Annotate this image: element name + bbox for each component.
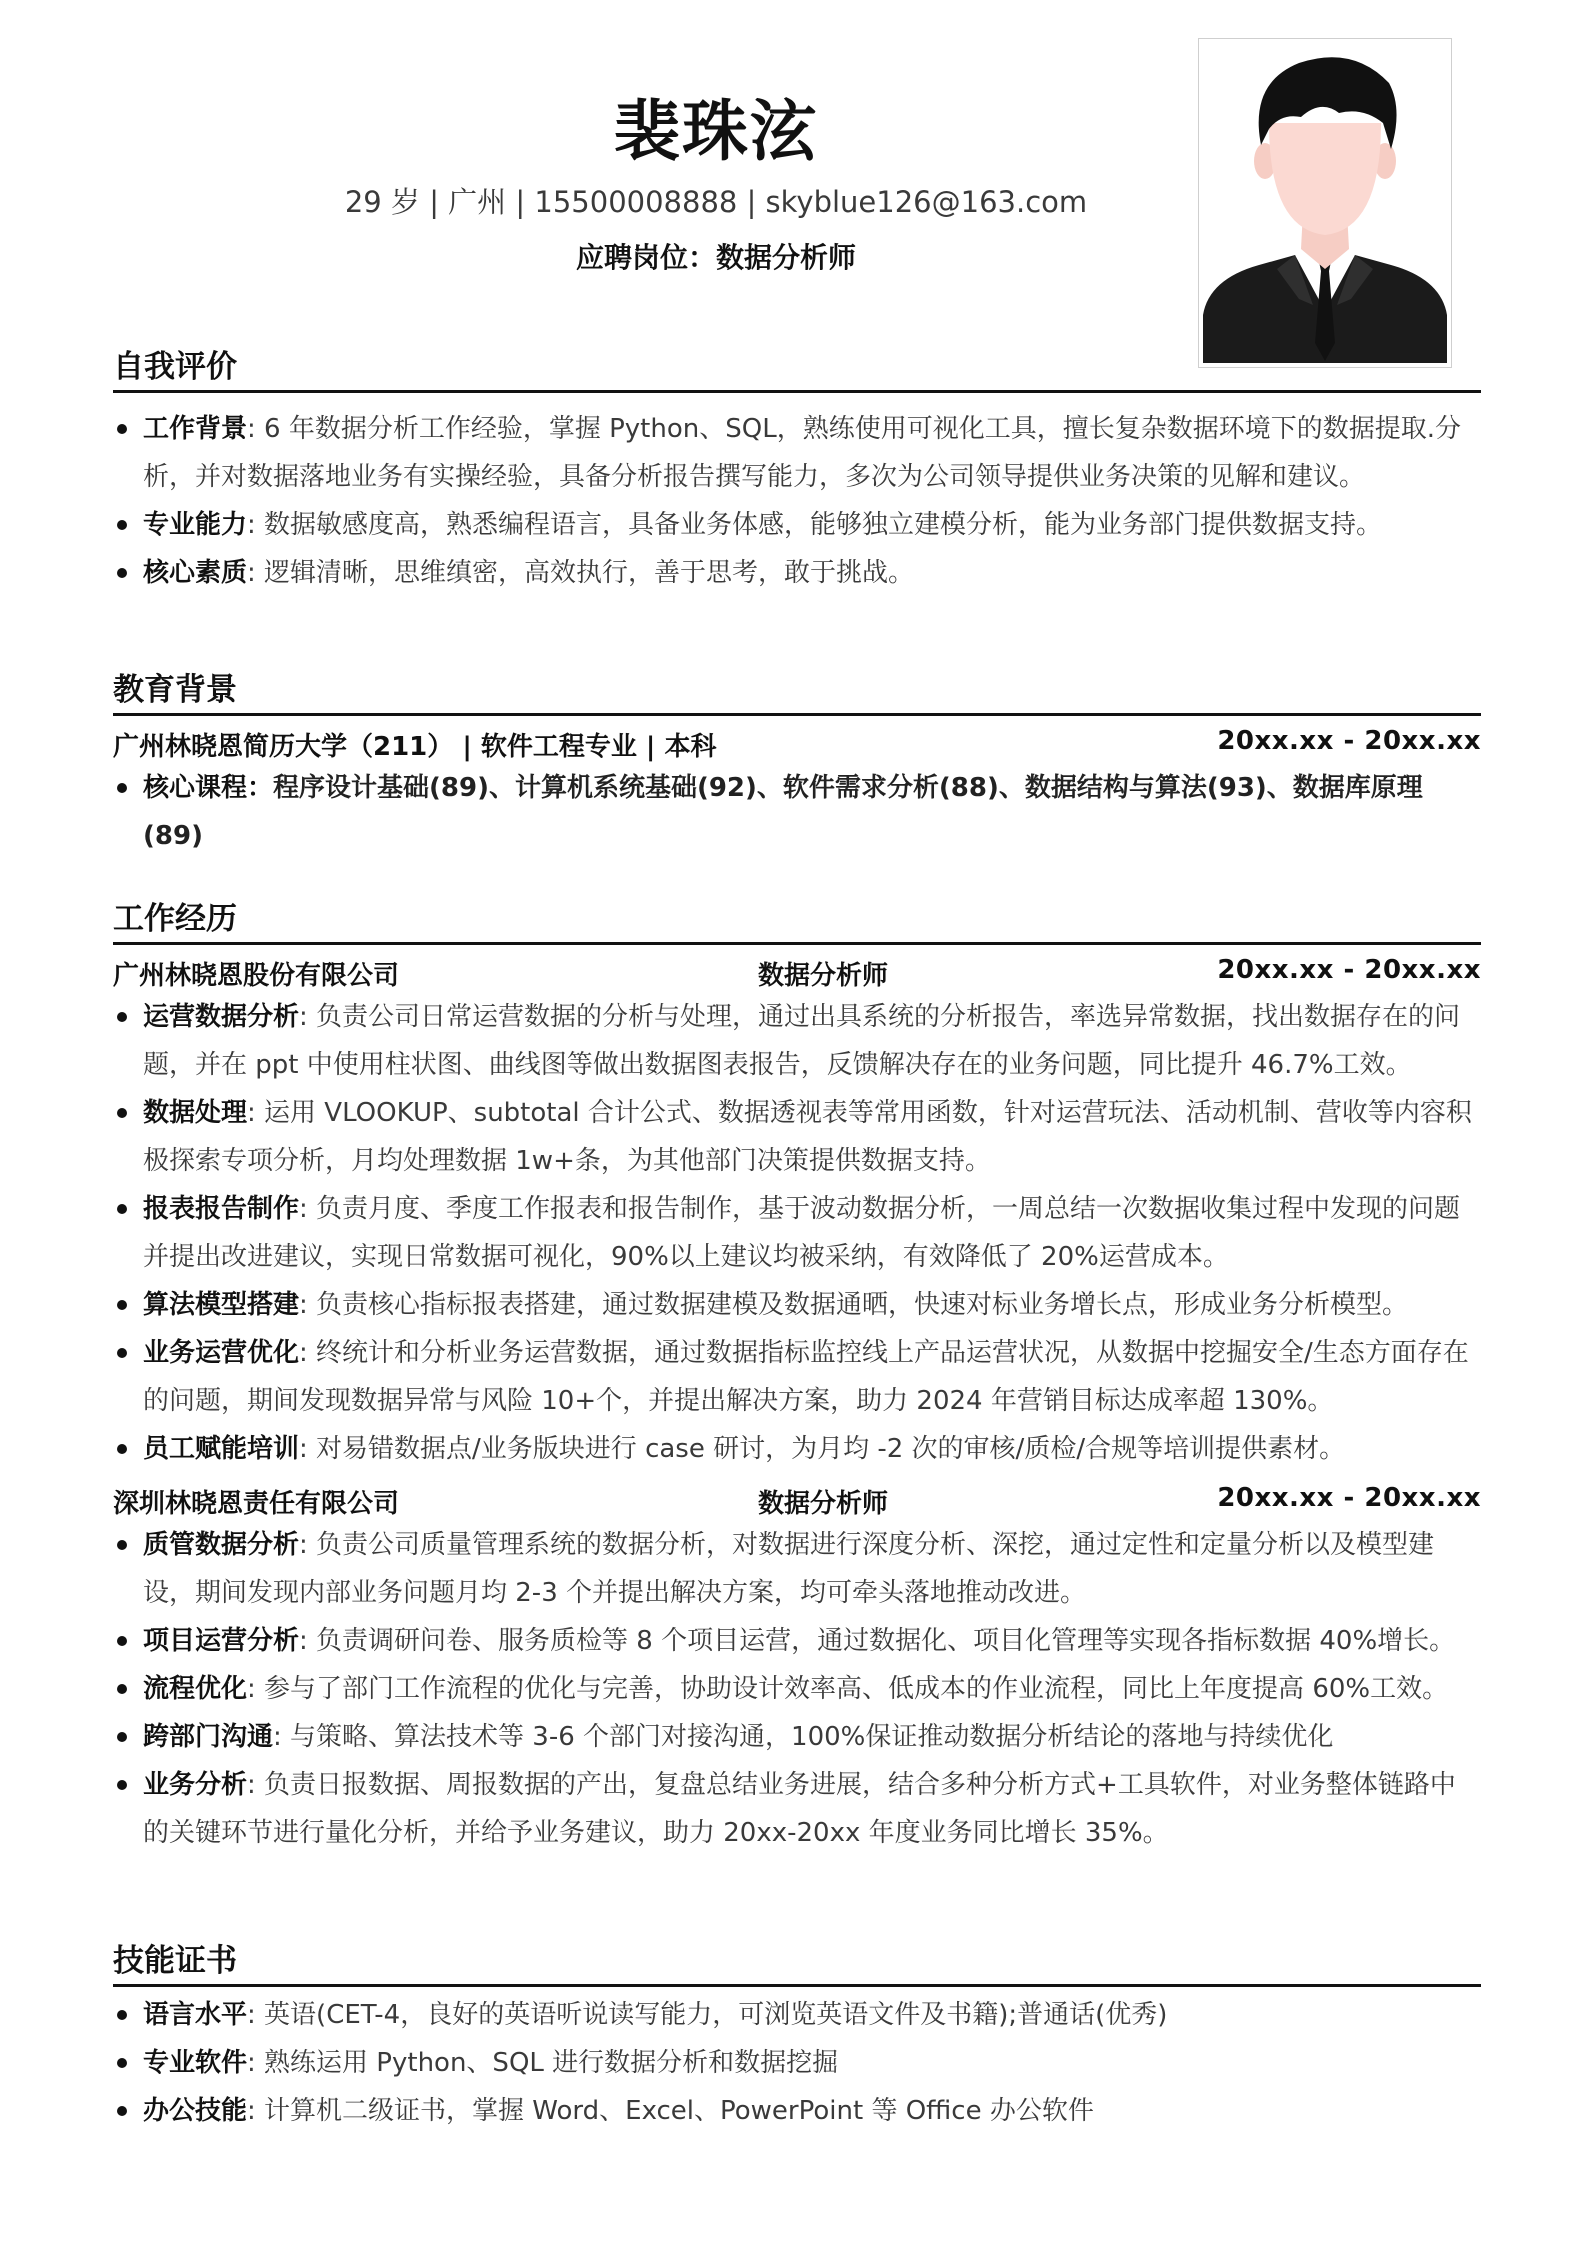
item-label: 业务运营优化 <box>143 1338 300 1368</box>
list-item: 项目运营分析: 负责调研问卷、服务质检等 8 个项目运营，通过数据化、项目化管理等实现各指标数据 40%增长。 <box>113 1617 1481 1665</box>
job-header <box>113 945 1481 993</box>
list-item: 语言水平: 英语(CET-4，良好的英语听说读写能力，可浏览英语文件及书籍);普通话(优秀) <box>113 1991 1481 2039</box>
item-label: 核心课程： <box>143 773 274 803</box>
school-info: 广州林晓恩简历大学（211） | 软件工程专业 | 本科 <box>113 732 717 762</box>
candidate-name: 裴珠泫 <box>614 93 818 170</box>
section-title: 自我评价 <box>113 349 237 385</box>
list-item: 算法模型搭建: 负责核心指标报表搭建，通过数据建模及数据通晒，快速对标业务增长点，形成业务分析模型。 <box>113 1281 1481 1329</box>
bullet-icon <box>117 1636 127 1646</box>
list-item: 专业软件: 熟练运用 Python、SQL 进行数据分析和数据挖掘 <box>113 2039 1481 2087</box>
bullet-icon <box>117 2010 127 2020</box>
company-name: 广州林晓恩股份有限公司 <box>113 961 400 991</box>
item-label: 流程优化 <box>143 1674 248 1704</box>
section-work-experience <box>113 898 1481 1857</box>
list-item: 报表报告制作: 负责月度、季度工作报表和报告制作，基于波动数据分析，一周总结一次数据收集过程中发现的问题并提出改进建议，实现日常数据可视化，90%以上建议均被采纳，有效降低了 20%运营成本。 <box>113 1185 1481 1281</box>
item-text: 程序设计基础(89)、计算机系统基础(92)、软件需求分析(88)、数据结构与算法(93)、数据库原理(89) <box>143 773 1423 851</box>
section-header <box>113 346 1481 393</box>
job-position: 数据分析师 <box>758 961 889 991</box>
list-item: 工作背景: 6 年数据分析工作经验，掌握 Python、SQL，熟练使用可视化工具，擅长复杂数据环境下的数据提取.分析，并对数据落地业务有实操经验，具备分析报告撰写能力，多次为公司领导提供业务决策的见解和建议。 <box>113 405 1481 501</box>
item-label: 专业软件 <box>143 2048 248 2078</box>
bullet-icon <box>117 1780 127 1790</box>
list-item: 质管数据分析: 负责公司质量管理系统的数据分析，对数据进行深度分析、深挖，通过定性和定量分析以及模型建设，期间发现内部业务问题月均 2-3 个并提出解决方案，均可牵头落地推动改进。 <box>113 1521 1481 1617</box>
section-header <box>113 898 1481 945</box>
item-label: 核心素质 <box>143 558 248 588</box>
job-header <box>113 1473 1481 1521</box>
list-item: 业务分析: 负责日报数据、周报数据的产出，复盘总结业务进展，结合多种分析方式+工具软件，对业务整体链路中的关键环节进行量化分析，并给予业务建议，助力 20xx-20xx 年度业务同比增长 35%。 <box>113 1761 1481 1857</box>
bullet-icon <box>117 1108 127 1118</box>
section-self-evaluation <box>113 346 1481 597</box>
item-text: 终统计和分析业务运营数据，通过数据指标监控线上产品运营状况，从数据中挖掘安全/生态方面存在的问题，期间发现数据异常与风险 10+个，并提出解决方案，助力 2024 年营销目标达成率超 130%。 <box>143 1338 1469 1416</box>
job-position: 数据分析师 <box>758 1489 889 1519</box>
item-text: 负责公司质量管理系统的数据分析，对数据进行深度分析、深挖，通过定性和定量分析以及模型建设，期间发现内部业务问题月均 2-3 个并提出解决方案，均可牵头落地推动改进。 <box>143 1530 1435 1608</box>
item-text: 负责核心指标报表搭建，通过数据建模及数据通晒，快速对标业务增长点，形成业务分析模型。 <box>316 1290 1409 1320</box>
job-duties-list <box>113 993 1481 1473</box>
item-label: 员工赋能培训 <box>143 1434 300 1464</box>
list-item <box>113 764 1481 860</box>
bullet-icon <box>117 1732 127 1742</box>
item-label: 数据处理 <box>143 1098 248 1128</box>
education-row <box>113 716 1481 764</box>
item-text: 英语(CET-4，良好的英语听说读写能力，可浏览英语文件及书籍);普通话(优秀) <box>264 2000 1168 2030</box>
list-item: 跨部门沟通: 与策略、算法技术等 3-6 个部门对接沟通，100%保证推动数据分析结论的落地与持续优化 <box>113 1713 1481 1761</box>
education-date: 20xx.xx - 20xx.xx <box>1217 726 1481 756</box>
item-label: 项目运营分析 <box>143 1626 300 1656</box>
item-text: 负责日报数据、周报数据的产出，复盘总结业务进展，结合多种分析方式+工具软件，对业务整体链路中的关键环节进行量化分析，并给予业务建议，助力 20xx-20xx 年度业务同比增长 35%。 <box>143 1770 1456 1848</box>
item-text: 运用 VLOOKUP、subtotal 合计公式、数据透视表等常用函数，针对运营玩法、活动机制、营收等内容积极探索专项分析，月均处理数据 1w+条，为其他部门决策提供数据支持。 <box>143 1098 1472 1176</box>
item-label: 业务分析 <box>143 1770 248 1800</box>
profile-photo <box>1198 38 1452 368</box>
bullet-icon <box>117 2058 127 2068</box>
job-duties-list <box>113 1521 1481 1857</box>
education-list <box>113 764 1481 860</box>
applied-position: 应聘岗位：数据分析师 <box>575 241 856 274</box>
item-text: 与策略、算法技术等 3-6 个部门对接沟通，100%保证推动数据分析结论的落地与持续优化 <box>290 1722 1334 1752</box>
item-label: 算法模型搭建 <box>143 1290 300 1320</box>
bullet-icon <box>117 520 127 530</box>
item-label: 工作背景 <box>143 414 248 444</box>
item-label: 语言水平 <box>143 2000 248 2030</box>
item-text: 数据敏感度高，熟悉编程语言，具备业务体感，能够独立建模分析，能为业务部门提供数据支持。 <box>264 510 1383 540</box>
job-date: 20xx.xx - 20xx.xx <box>1217 955 1481 985</box>
section-skills <box>113 1940 1481 2135</box>
item-label: 办公技能 <box>143 2096 248 2126</box>
bullet-icon <box>117 1300 127 1310</box>
list-item: 数据处理: 运用 VLOOKUP、subtotal 合计公式、数据透视表等常用函数，针对运营玩法、活动机制、营收等内容积极探索专项分析，月均处理数据 1w+条，为其他部门决策提供数据支持。 <box>113 1089 1481 1185</box>
bullet-icon <box>117 1348 127 1358</box>
list-item: 员工赋能培训: 对易错数据点/业务版块进行 case 研讨，为月均 -2 次的审核/质检/合规等培训提供素材。 <box>113 1425 1481 1473</box>
bullet-icon <box>117 424 127 434</box>
bullet-icon <box>117 1540 127 1550</box>
skills-list <box>113 1991 1481 2135</box>
bullet-icon <box>117 2106 127 2116</box>
list-item: 核心素质: 逻辑清晰，思维缜密，高效执行，善于思考，敢于挑战。 <box>113 549 1481 597</box>
item-text: 熟练运用 Python、SQL 进行数据分析和数据挖掘 <box>264 2048 839 2078</box>
bullet-icon <box>117 783 127 793</box>
list-item: 专业能力: 数据敏感度高，熟悉编程语言，具备业务体感，能够独立建模分析，能为业务部门提供数据支持。 <box>113 501 1481 549</box>
item-text: 参与了部门工作流程的优化与完善，协助设计效率高、低成本的作业流程，同比上年度提高 60%工效。 <box>264 1674 1449 1704</box>
list-item: 流程优化: 参与了部门工作流程的优化与完善，协助设计效率高、低成本的作业流程，同比上年度提高 60%工效。 <box>113 1665 1481 1713</box>
self-eval-list <box>113 405 1481 597</box>
item-text: 计算机二级证书，掌握 Word、Excel、PowerPoint 等 Office 办公软件 <box>264 2096 1094 2126</box>
item-label: 专业能力 <box>143 510 248 540</box>
section-header <box>113 669 1481 716</box>
list-item: 运营数据分析: 负责公司日常运营数据的分析与处理，通过出具系统的分析报告，率选异常数据，找出数据存在的问题，并在 ppt 中使用柱状图、曲线图等做出数据图表报告，反馈解决存在的业务问题，同比提升 46.7%工效。 <box>113 993 1481 1089</box>
item-label: 报表报告制作 <box>143 1194 300 1224</box>
item-text: 负责公司日常运营数据的分析与处理，通过出具系统的分析报告，率选异常数据，找出数据存在的问题，并在 ppt 中使用柱状图、曲线图等做出数据图表报告，反馈解决存在的业务问题，同比提升 46.7%工效。 <box>143 1002 1461 1080</box>
item-label: 运营数据分析 <box>143 1002 300 1032</box>
bullet-icon <box>117 1204 127 1214</box>
item-label: 质管数据分析 <box>143 1530 300 1560</box>
list-item: 业务运营优化: 终统计和分析业务运营数据，通过数据指标监控线上产品运营状况，从数据中挖掘安全/生态方面存在的问题，期间发现数据异常与风险 10+个，并提出解决方案，助力 2024 年营销目标达成率超 130%。 <box>113 1329 1481 1425</box>
item-label: 跨部门沟通 <box>143 1722 274 1752</box>
avatar-icon <box>1203 43 1447 363</box>
job-date: 20xx.xx - 20xx.xx <box>1217 1483 1481 1513</box>
item-text: 6 年数据分析工作经验，掌握 Python、SQL，熟练使用可视化工具，擅长复杂数据环境下的数据提取.分析，并对数据落地业务有实操经验，具备分析报告撰写能力，多次为公司领导提供业务决策的见解和建议。 <box>143 414 1461 492</box>
bullet-icon <box>117 1012 127 1022</box>
section-title: 技能证书 <box>113 1943 237 1979</box>
item-text: 逻辑清晰，思维缜密，高效执行，善于思考，敢于挑战。 <box>264 558 915 588</box>
section-title: 工作经历 <box>113 901 237 937</box>
section-title: 教育背景 <box>113 672 237 708</box>
bullet-icon <box>117 1444 127 1454</box>
item-text: 对易错数据点/业务版块进行 case 研讨，为月均 -2 次的审核/质检/合规等培训提供素材。 <box>316 1434 1346 1464</box>
item-text: 负责调研问卷、服务质检等 8 个项目运营，通过数据化、项目化管理等实现各指标数据 40%增长。 <box>316 1626 1456 1656</box>
contact-info: 29 岁 | 广州 | 15500008888 | skyblue126@163.com <box>344 185 1088 219</box>
bullet-icon <box>117 1684 127 1694</box>
company-name: 深圳林晓恩责任有限公司 <box>113 1489 400 1519</box>
section-education <box>113 669 1481 860</box>
bullet-icon <box>117 568 127 578</box>
item-text: 负责月度、季度工作报表和报告制作，基于波动数据分析，一周总结一次数据收集过程中发现的问题并提出改进建议，实现日常数据可视化，90%以上建议均被采纳，有效降低了 20%运营成本。 <box>143 1194 1461 1272</box>
list-item: 办公技能: 计算机二级证书，掌握 Word、Excel、PowerPoint 等 Office 办公软件 <box>113 2087 1481 2135</box>
section-header <box>113 1940 1481 1987</box>
